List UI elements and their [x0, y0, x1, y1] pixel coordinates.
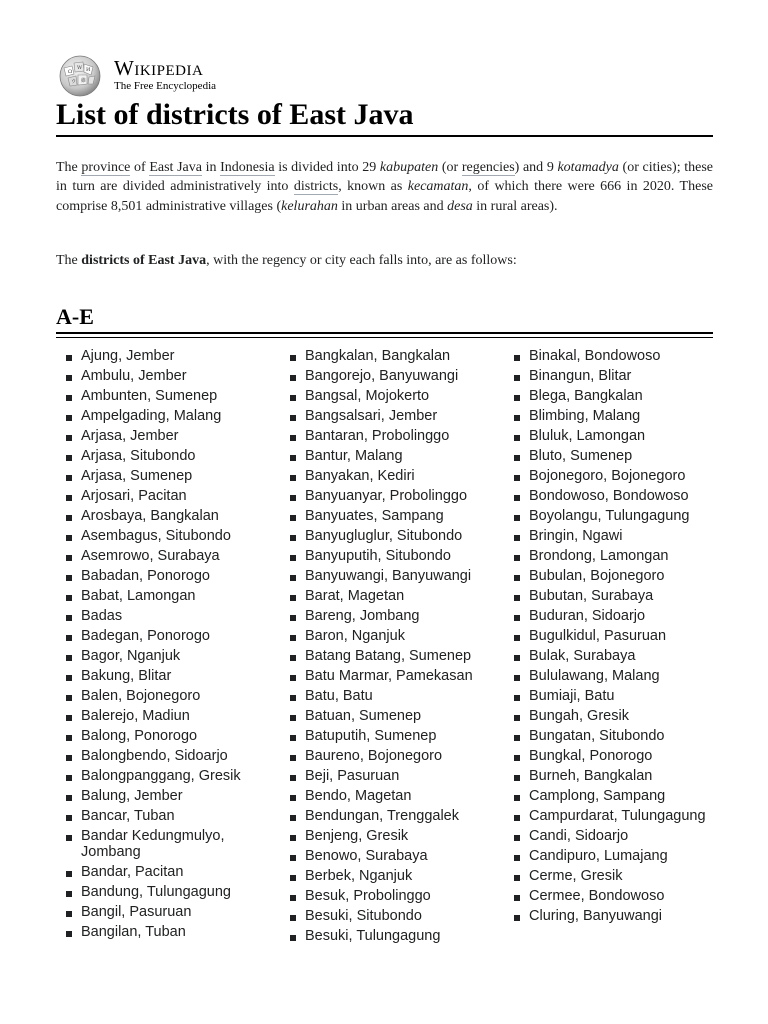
list-item — [56, 466, 271, 486]
district-label: Bangilan, Tuban — [81, 924, 186, 940]
district-label: Banyakan, Kediri — [305, 468, 415, 484]
district-label: Burneh, Bangkalan — [529, 768, 653, 784]
district-label: Baureno, Bojonegoro — [305, 748, 443, 764]
link-districts[interactable]: districts — [293, 179, 339, 195]
lead-sentence — [56, 251, 713, 270]
list-item — [504, 366, 719, 386]
list-item — [504, 406, 719, 426]
list-item — [504, 646, 719, 666]
list-item — [56, 726, 271, 746]
term-kecamatan: kecamatan — [407, 179, 469, 195]
lead-text: , with the regency or city each falls into, are as follows: — [206, 253, 517, 268]
link-regencies[interactable]: regencies — [461, 160, 515, 175]
svg-text:W: W — [77, 65, 83, 71]
list-item — [56, 626, 271, 646]
list-item — [280, 506, 495, 526]
district-label: Balerejo, Madiun — [81, 708, 190, 724]
wordmark-tagline: The Free Encyclopedia — [114, 80, 217, 92]
list-item — [280, 566, 495, 586]
list-item — [56, 586, 271, 606]
list-item — [504, 886, 719, 906]
wikipedia-globe-icon[interactable] — [56, 54, 104, 98]
district-label: Barat, Magetan — [305, 588, 405, 604]
district-label: Bangkalan, Bangkalan — [305, 348, 451, 364]
list-item — [56, 806, 271, 826]
district-label: Balongbendo, Sidoarjo — [81, 748, 228, 764]
list-item — [56, 902, 271, 922]
link-indonesia[interactable]: Indonesia — [220, 160, 275, 175]
list-item — [504, 766, 719, 786]
district-label: Ampelgading, Malang — [81, 408, 222, 424]
list-item — [280, 426, 495, 446]
list-item — [56, 862, 271, 882]
intro-text: The — [56, 160, 82, 175]
district-label: Bungatan, Situbondo — [529, 728, 665, 744]
district-label: Bubutan, Surabaya — [529, 588, 654, 604]
district-list-column-2 — [280, 346, 495, 946]
list-item — [280, 826, 495, 846]
district-label: Beji, Pasuruan — [305, 768, 400, 784]
list-item — [504, 426, 719, 446]
district-label: Bangsal, Mojokerto — [305, 388, 430, 404]
term-desa: desa — [447, 198, 473, 214]
district-label: Cluring, Banyuwangi — [529, 908, 662, 924]
list-item — [280, 626, 495, 646]
intro-text: , known as — [338, 179, 408, 195]
district-label: Blimbing, Malang — [529, 408, 641, 424]
list-item — [504, 786, 719, 806]
district-label: Bendungan, Trenggalek — [305, 808, 459, 824]
list-item — [504, 826, 719, 846]
district-label: Bulak, Surabaya — [529, 648, 636, 664]
link-east-java[interactable]: East Java — [149, 160, 202, 175]
list-item — [504, 746, 719, 766]
list-item — [56, 786, 271, 806]
district-label: Besuki, Tulungagung — [305, 928, 441, 944]
list-item — [56, 486, 271, 506]
district-label: Cermee, Bondowoso — [529, 888, 665, 904]
list-item — [504, 386, 719, 406]
district-label: Boyolangu, Tulungagung — [529, 508, 690, 524]
district-label: Cerme, Gresik — [529, 868, 623, 884]
intro-text: of — [130, 160, 150, 175]
list-item — [56, 882, 271, 902]
list-item — [56, 386, 271, 406]
district-label: Bantaran, Probolinggo — [305, 428, 450, 444]
list-item — [280, 906, 495, 926]
district-label: Batu Marmar, Pamekasan — [305, 668, 473, 684]
list-item — [280, 366, 495, 386]
district-label: Bakung, Blitar — [81, 668, 172, 684]
intro-paragraph — [56, 158, 713, 216]
district-label: Candi, Sidoarjo — [529, 828, 629, 844]
district-label: Bareng, Jombang — [305, 608, 420, 624]
list-item — [56, 526, 271, 546]
list-item — [504, 546, 719, 566]
district-label: Banyugluglur, Situbondo — [305, 528, 463, 544]
list-item — [56, 406, 271, 426]
list-item — [504, 666, 719, 686]
site-header[interactable] — [56, 54, 316, 98]
district-label: Batu, Batu — [305, 688, 373, 704]
list-item — [56, 686, 271, 706]
district-label: Campurdarat, Tulungagung — [529, 808, 706, 824]
list-item — [280, 586, 495, 606]
list-item — [280, 606, 495, 626]
list-item — [280, 686, 495, 706]
list-item — [280, 766, 495, 786]
district-label: Blega, Bangkalan — [529, 388, 643, 404]
district-label: Bumiaji, Batu — [529, 688, 615, 704]
district-label: Batuan, Sumenep — [305, 708, 422, 724]
list-item — [280, 406, 495, 426]
district-label: Besuk, Probolinggo — [305, 888, 431, 904]
intro-text: is divided into 29 — [274, 160, 380, 175]
district-label: Banyuwangi, Banyuwangi — [305, 568, 472, 584]
lead-text: The — [56, 253, 82, 268]
district-label: Bandung, Tulungagung — [81, 884, 231, 900]
district-label: Batang Batang, Sumenep — [305, 648, 472, 664]
list-item — [504, 566, 719, 586]
list-item — [56, 446, 271, 466]
district-label: Bandar, Pacitan — [81, 864, 184, 880]
intro-text: ) and 9 — [514, 160, 558, 175]
district-label: Bagor, Nganjuk — [81, 648, 181, 664]
list-item — [280, 706, 495, 726]
district-label: Babadan, Ponorogo — [81, 568, 210, 584]
district-label: Bondowoso, Bondowoso — [529, 488, 689, 504]
list-item — [280, 446, 495, 466]
list-item — [56, 506, 271, 526]
district-label: Bungkal, Ponorogo — [529, 748, 653, 764]
term-kelurahan: kelurahan — [281, 198, 338, 214]
list-item — [56, 746, 271, 766]
district-label: Arosbaya, Bangkalan — [81, 508, 219, 524]
district-label: Arjasa, Sumenep — [81, 468, 193, 484]
district-label: Bubulan, Bojonegoro — [529, 568, 665, 584]
list-item — [280, 806, 495, 826]
svg-text:И: И — [86, 67, 91, 73]
district-label: Benowo, Surabaya — [305, 848, 428, 864]
list-item — [504, 806, 719, 826]
list-item — [280, 646, 495, 666]
svg-text:ウ: ウ — [71, 79, 77, 85]
district-label: Buduran, Sidoarjo — [529, 608, 646, 624]
link-province[interactable]: province — [81, 160, 131, 175]
list-item — [56, 922, 271, 942]
list-item — [504, 906, 719, 926]
district-label: Ambunten, Sumenep — [81, 388, 218, 404]
district-label: Badegan, Ponorogo — [81, 628, 210, 644]
district-label: Ajung, Jember — [81, 348, 175, 364]
district-label: Bangorejo, Banyuwangi — [305, 368, 459, 384]
district-label: Asembagus, Situbondo — [81, 528, 231, 544]
list-item — [56, 706, 271, 726]
list-item — [504, 486, 719, 506]
list-item — [56, 606, 271, 626]
district-label: Bangsalsari, Jember — [305, 408, 438, 424]
district-label: Batuputih, Sumenep — [305, 728, 437, 744]
intro-text: (or — [438, 160, 462, 175]
district-label: Bluluk, Lamongan — [529, 428, 646, 444]
intro-text: in rural areas). — [472, 198, 558, 214]
section-divider — [56, 337, 713, 338]
district-link[interactable]: Bojonegoro, Bojonegoro — [529, 468, 686, 484]
district-label: Bugulkidul, Pasuruan — [529, 628, 667, 644]
district-label: Candipuro, Lumajang — [529, 848, 668, 864]
term-kotamadya: kotamadya — [557, 160, 619, 175]
list-item — [56, 766, 271, 786]
intro-text: in urban areas and — [337, 198, 448, 214]
list-item — [280, 546, 495, 566]
district-label: Bululawang, Malang — [529, 668, 660, 684]
list-item — [280, 786, 495, 806]
district-label: Bendo, Magetan — [305, 788, 412, 804]
district-label: Bringin, Ngawi — [529, 528, 623, 544]
district-label: Bancar, Tuban — [81, 808, 175, 824]
list-item — [504, 706, 719, 726]
district-label: Camplong, Sampang — [529, 788, 666, 804]
list-item — [504, 626, 719, 646]
list-item — [504, 506, 719, 526]
list-item — [504, 846, 719, 866]
svg-text:Ω: Ω — [68, 69, 73, 75]
district-list-column-3 — [504, 346, 719, 926]
list-item — [56, 666, 271, 686]
district-label: Asemrowo, Surabaya — [81, 548, 220, 564]
district-label: Bungah, Gresik — [529, 708, 629, 724]
list-item — [504, 686, 719, 706]
list-item — [280, 526, 495, 546]
list-item — [504, 866, 719, 886]
list-item — [280, 346, 495, 366]
list-item — [280, 666, 495, 686]
lead-bold: districts of East Java — [81, 253, 207, 268]
list-item — [56, 646, 271, 666]
district-label: Bantur, Malang — [305, 448, 403, 464]
list-item — [504, 526, 719, 546]
list-item — [504, 586, 719, 606]
list-item — [280, 726, 495, 746]
district-label: Besuki, Situbondo — [305, 908, 422, 924]
term-kabupaten: kabupaten — [379, 160, 439, 175]
list-item — [56, 826, 271, 862]
list-item — [504, 446, 719, 466]
list-item — [280, 466, 495, 486]
district-link[interactable]: Badas — [81, 608, 123, 624]
district-label: Benjeng, Gresik — [305, 828, 409, 844]
list-item — [280, 486, 495, 506]
district-label: Babat, Lamongan — [81, 588, 196, 604]
list-item — [504, 466, 719, 486]
district-label: Arjasa, Jember — [81, 428, 179, 444]
district-link[interactable]: Baron, Nganjuk — [305, 628, 405, 644]
wikipedia-wordmark[interactable] — [114, 57, 216, 92]
svg-text:維: 維 — [81, 78, 87, 84]
intro-text: in — [201, 160, 221, 175]
list-item — [280, 746, 495, 766]
list-item — [280, 846, 495, 866]
page-title: List of districts of East Java — [56, 96, 713, 137]
district-label: Balong, Ponorogo — [81, 728, 198, 744]
list-item — [504, 726, 719, 746]
list-item — [504, 606, 719, 626]
list-item — [280, 866, 495, 886]
list-item — [280, 386, 495, 406]
district-list-column-1 — [56, 346, 271, 942]
district-label: Arjasa, Situbondo — [81, 448, 196, 464]
district-label: Binangun, Blitar — [529, 368, 632, 384]
district-label: Arjosari, Pacitan — [81, 488, 187, 504]
district-label: Binakal, Bondowoso — [529, 348, 661, 364]
district-label: Bandar Kedungmulyo, Jombang — [81, 828, 225, 860]
list-item — [56, 546, 271, 566]
list-item — [280, 886, 495, 906]
intro-text: , of which there were 666 in 2020. These comprise 8,501 administrative villages ( — [56, 179, 713, 214]
district-label: Bluto, Sumenep — [529, 448, 633, 464]
intro-text: (or cities); these in turn are divided administratively into — [56, 160, 714, 195]
district-label: Balongpanggang, Gresik — [81, 768, 241, 784]
section-heading: A-E — [56, 304, 94, 329]
district-label: Berbek, Nganjuk — [305, 868, 413, 884]
district-label: Ambulu, Jember — [81, 368, 187, 384]
list-item — [56, 566, 271, 586]
district-label: Brondong, Lamongan — [529, 548, 669, 564]
district-label: Banyuanyar, Probolinggo — [305, 488, 468, 504]
wordmark-title: Wikipedia — [114, 56, 204, 80]
district-label: Balung, Jember — [81, 788, 183, 804]
list-item — [504, 346, 719, 366]
district-label: Banyuputih, Situbondo — [305, 548, 451, 564]
district-label: Banyuates, Sampang — [305, 508, 444, 524]
list-item — [280, 926, 495, 946]
section-divider — [56, 332, 713, 334]
list-item — [56, 366, 271, 386]
list-item — [56, 346, 271, 366]
district-label: Bangil, Pasuruan — [81, 904, 192, 920]
district-label: Balen, Bojonegoro — [81, 688, 201, 704]
list-item — [56, 426, 271, 446]
